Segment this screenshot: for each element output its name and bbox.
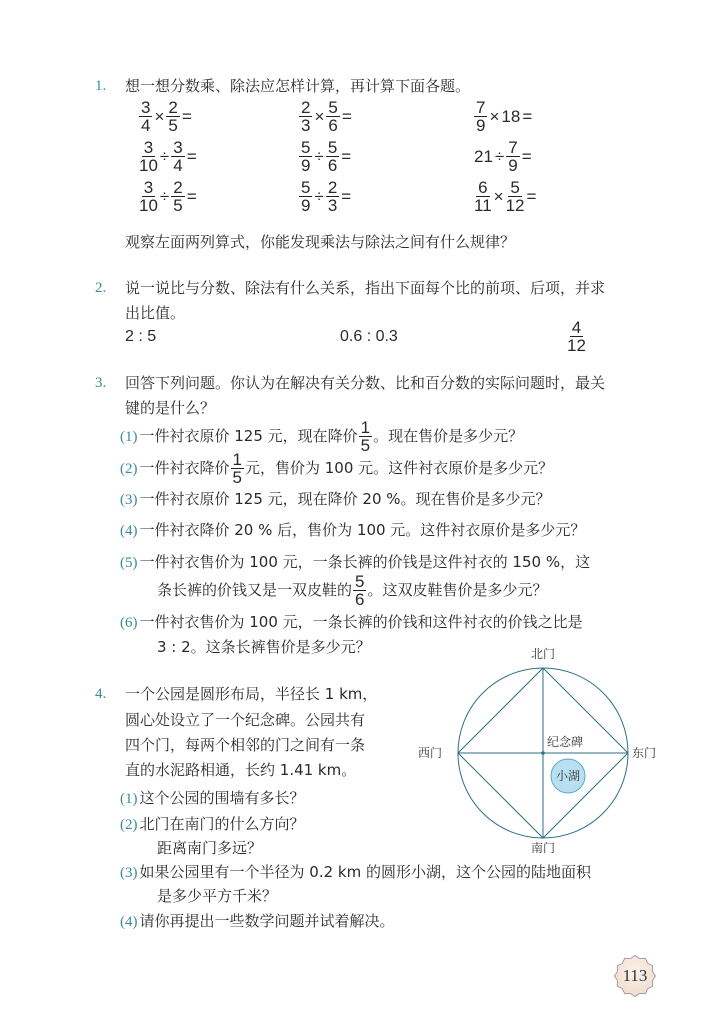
exercise <box>473 180 537 213</box>
denominator: 5 <box>168 116 178 135</box>
q3-item-3 <box>120 489 551 509</box>
fraction <box>474 180 492 213</box>
q3-item-5 <box>120 552 590 572</box>
ratio-3-numerator: 4 <box>571 318 582 337</box>
operator: ÷ <box>159 186 170 206</box>
equals-sign: = <box>181 106 192 126</box>
ratio-2: 0.6 : 0.3 <box>340 328 398 345</box>
operator: ÷ <box>314 186 324 206</box>
numerator: 5 <box>355 572 365 591</box>
question-3-line1: 回答下列问题。你认为在解决有关分数、比和百分数的实际问题时，最关 <box>125 374 606 392</box>
operator: ÷ <box>494 146 505 166</box>
item-text: 一件衬衣降价 <box>139 459 230 477</box>
item-text: 如果公园里有一个半径为 0.2 km 的圆形小湖，这个公园的陆地面积 <box>139 863 591 881</box>
item-label: (3) <box>120 865 138 881</box>
denominator: 6 <box>355 590 365 609</box>
item-label: (2) <box>120 817 138 833</box>
item-label: (4) <box>120 523 138 539</box>
equals-sign: = <box>521 146 532 166</box>
denominator: 10 <box>139 156 158 175</box>
item-text: 一件衬衣降价 20 % 后，售价为 100 元。这件衬衣原价是多少元？ <box>139 521 586 539</box>
numerator: 5 <box>327 138 338 157</box>
page-number-badge <box>614 955 656 997</box>
q3-item-6-cont: 3 : 2。这条长裤售价是多少元？ <box>157 638 371 656</box>
fraction <box>299 140 312 173</box>
operator: ÷ <box>159 146 170 166</box>
denominator: 5 <box>173 196 183 215</box>
label-monument: 纪念碑 <box>547 735 584 749</box>
equals-sign: = <box>526 186 537 206</box>
numerator: 2 <box>168 98 178 117</box>
exercise <box>298 100 353 133</box>
operator: × <box>493 186 504 206</box>
fraction <box>166 100 179 133</box>
ratio-1: 2 : 5 <box>125 328 157 345</box>
item-label: (2) <box>120 461 138 477</box>
numerator: 5 <box>328 98 338 117</box>
q4-item-3-cont: 是多少平方千米？ <box>157 887 278 905</box>
question-1-prompt: 想一想分数乘、除法应怎样计算，再计算下面各题。 <box>125 77 471 95</box>
equals-sign: = <box>341 106 352 126</box>
fraction <box>506 140 519 173</box>
q4-item-1 <box>120 788 305 808</box>
fraction <box>326 100 339 133</box>
item-text: 。现在售价是多少元？ <box>373 427 524 445</box>
denominator: 10 <box>139 196 158 215</box>
item-label: (5) <box>120 555 138 571</box>
exercise <box>473 140 533 173</box>
item-label: (1) <box>120 429 138 445</box>
question-2-line1: 说一说比与分数、除法有什么关系，指出下面每个比的前项、后项，并求 <box>125 279 606 297</box>
fraction <box>326 140 339 173</box>
denominator: 9 <box>301 156 311 175</box>
fraction <box>139 100 152 133</box>
fraction <box>299 100 312 133</box>
question-3-line2: 键的是什么？ <box>125 399 216 417</box>
denominator: 3 <box>301 116 311 135</box>
fraction <box>474 100 487 133</box>
item-text: 请你再提出一些数学问题并试着解决。 <box>139 912 395 930</box>
whole-number: 21 <box>474 146 493 166</box>
denominator: 5 <box>360 436 371 455</box>
exercise <box>298 180 352 213</box>
q3-item-5-cont <box>157 572 548 609</box>
ratio-3-denominator: 12 <box>567 336 586 355</box>
item-text: 北门在南门的什么方向？ <box>139 815 305 833</box>
q4-item-2-cont: 距离南门多远？ <box>157 839 263 857</box>
denominator: 9 <box>508 156 518 175</box>
numerator: 3 <box>141 98 151 117</box>
q4-item-2 <box>120 814 305 834</box>
denominator: 9 <box>301 196 311 215</box>
question-2-line2: 出比值。 <box>125 304 186 322</box>
q3-item-4 <box>120 520 585 540</box>
page-number: 113 <box>622 966 648 985</box>
numerator: 2 <box>173 178 183 197</box>
item-text: 。这双皮鞋售价是多少元？ <box>367 581 548 599</box>
numerator: 3 <box>143 178 154 197</box>
denominator: 4 <box>141 116 151 135</box>
operator: × <box>489 106 500 126</box>
equals-sign: = <box>341 146 352 166</box>
fraction <box>299 180 312 213</box>
denominator: 11 <box>474 196 492 215</box>
ratio-3 <box>566 320 587 353</box>
numerator: 2 <box>327 178 338 197</box>
denominator: 5 <box>232 468 242 487</box>
equals-sign: = <box>341 186 352 206</box>
q3-item-1 <box>120 418 524 455</box>
label-west-gate: 西门 <box>418 746 443 760</box>
exercise <box>138 140 198 173</box>
park-diagram <box>410 640 680 860</box>
fraction <box>171 140 184 173</box>
q4-item-4 <box>120 911 395 931</box>
question-number-1: 1. <box>95 78 107 94</box>
operator: × <box>154 106 165 126</box>
item-label: (1) <box>120 791 138 807</box>
exercise <box>473 100 533 133</box>
label-north-gate: 北门 <box>530 647 556 661</box>
item-text: 条长裤的价钱又是一双皮鞋的 <box>157 581 353 599</box>
numerator: 2 <box>301 98 311 117</box>
denominator: 4 <box>173 156 183 175</box>
denominator: 3 <box>327 196 338 215</box>
denominator: 9 <box>476 116 486 135</box>
fraction <box>326 180 339 213</box>
item-text: 一件衬衣原价 125 元，现在降价 20 %。现在售价是多少元？ <box>139 490 551 508</box>
label-south-gate: 南门 <box>530 841 556 855</box>
exercise <box>138 180 198 213</box>
monument-point <box>541 751 545 755</box>
exercise <box>138 100 193 133</box>
item-text: 这个公园的围墙有多长？ <box>139 789 305 807</box>
question-1-observe: 观察左面两列算式，你能发现乘法与除法之间有什么规律？ <box>125 233 516 251</box>
q3-item-2 <box>120 450 554 487</box>
numerator: 5 <box>510 178 520 197</box>
q3-item-6 <box>120 612 583 632</box>
label-lake: 小湖 <box>555 769 581 783</box>
fraction <box>139 180 158 213</box>
numerator: 1 <box>360 418 371 437</box>
whole-number: 18 <box>501 106 521 126</box>
item-text: 元，售价为 100 元。这件衬衣原价是多少元？ <box>244 459 554 477</box>
question-number-3: 3. <box>95 375 107 391</box>
equals-sign: = <box>522 106 533 126</box>
fraction <box>171 180 184 213</box>
operator: ÷ <box>314 146 324 166</box>
question-4-line: 一个公园是圆形布局，半径长 1 km， <box>125 685 378 703</box>
question-number-2: 2. <box>95 280 107 296</box>
fraction <box>506 180 525 213</box>
exercise <box>298 140 352 173</box>
equals-sign: = <box>186 146 197 166</box>
item-text: 一件衬衣售价为 100 元，一条长裤的价钱是这件衬衣的 150 %，这 <box>139 553 591 571</box>
item-text: 一件衬衣售价为 100 元，一条长裤的价钱和这件衬衣的价钱之比是 <box>139 613 583 631</box>
question-4-line: 圆心处设立了一个纪念碑。公园共有 <box>125 711 366 729</box>
item-text: 一件衬衣原价 125 元，现在降价 <box>139 427 358 445</box>
operator: × <box>314 106 325 126</box>
numerator: 3 <box>173 138 183 157</box>
numerator: 1 <box>232 450 242 469</box>
denominator: 12 <box>505 196 525 215</box>
q4-item-3 <box>120 862 591 882</box>
label-east-gate: 东门 <box>632 746 657 760</box>
item-label: (3) <box>120 492 138 508</box>
numerator: 7 <box>476 98 486 117</box>
numerator: 3 <box>143 138 154 157</box>
question-number-4: 4. <box>95 686 107 702</box>
fraction <box>139 140 158 173</box>
numerator: 6 <box>478 178 488 197</box>
denominator: 6 <box>327 156 338 175</box>
equals-sign: = <box>186 186 197 206</box>
question-4-line: 直的水泥路相通，长约 1.41 km。 <box>125 761 357 779</box>
numerator: 5 <box>301 178 311 197</box>
item-label: (6) <box>120 615 138 631</box>
question-4-line: 四个门，每两个相邻的门之间有一条 <box>125 736 366 754</box>
numerator: 7 <box>508 138 518 157</box>
item-label: (4) <box>120 914 138 930</box>
denominator: 6 <box>328 116 338 135</box>
numerator: 5 <box>301 138 311 157</box>
